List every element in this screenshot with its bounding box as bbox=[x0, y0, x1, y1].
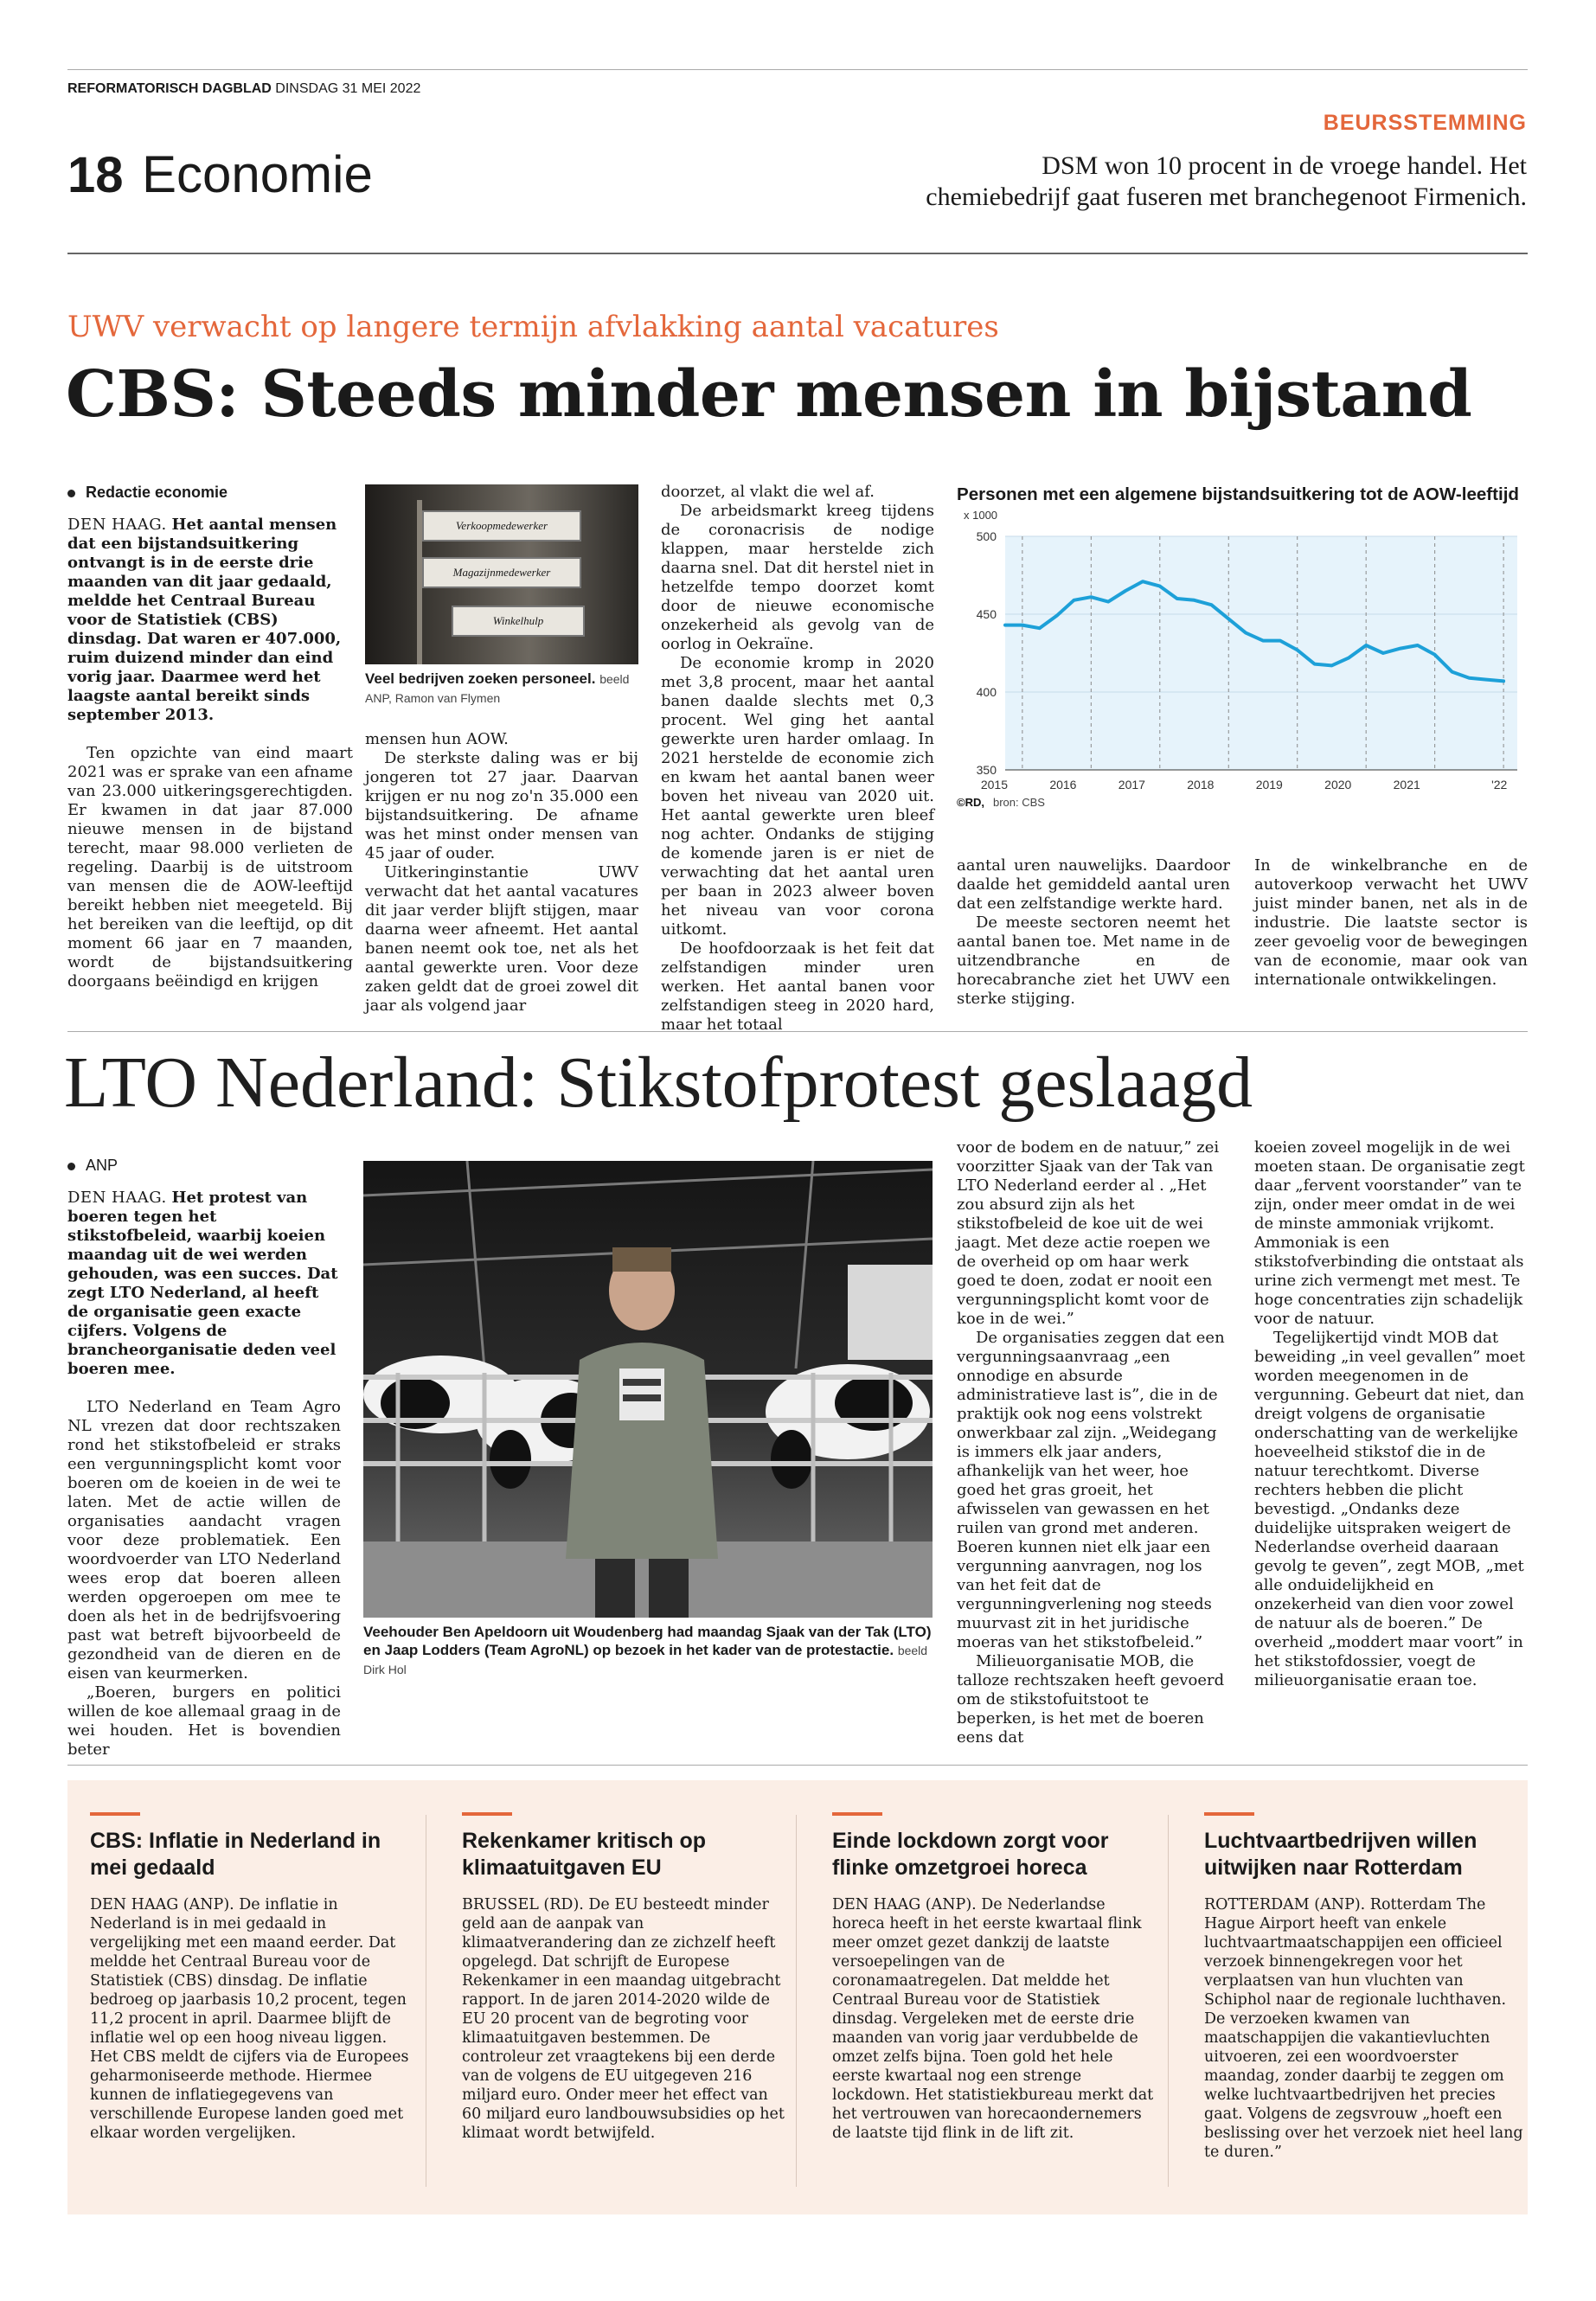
sign-winkelhulp: Winkelhulp bbox=[452, 606, 585, 637]
brief-luchtvaart bbox=[1204, 1812, 1529, 2162]
article1-byline-text: Redactie economie bbox=[86, 484, 228, 501]
article2-col3-p3: Milieuorganisatie MOB, die talloze rechtszaken heeft gevoerd om de stikstofuitstoot te beperken, is het met de boeren eens dat bbox=[957, 1652, 1225, 1747]
chart-data-point bbox=[1313, 663, 1316, 665]
page-number: 18 bbox=[67, 147, 124, 203]
paper-name: REFORMATORISCH DAGBLAD bbox=[67, 81, 272, 96]
chart-data-point bbox=[1416, 644, 1419, 647]
brief-text: BRUSSEL (RD). De EU besteedt minder geld aan de aanpak van klimaatverandering dan ze zichzelf heeft opgelegd. Dat schrijft de Europese Rekenkamer in een maandag uitgebracht rapport. In de jaren 2014-2020 wilde de EU 20 procent van de begroting voor klimaatuitgaven bestemmen. De controleur zet vraagtekens bij een derde van de volgens de EU uitgegeven 216 miljard euro. Onder meer het effect van 60 miljard euro landbouwsubsidies op het klimaat wordt betwijfeld. bbox=[462, 1896, 785, 2142]
farmer-photo-svg bbox=[363, 1161, 933, 1618]
chart-x-tick-label: 2019 bbox=[1255, 778, 1283, 792]
bullet-dot bbox=[67, 1163, 75, 1170]
chart-data-point bbox=[1055, 614, 1058, 617]
chart-data-point bbox=[1433, 653, 1436, 656]
article2-photo-caption bbox=[363, 1623, 934, 1679]
article2-dateline: DEN HAAG. bbox=[67, 1189, 167, 1207]
article2-column-4 bbox=[1254, 1138, 1528, 1690]
article1-dateline: DEN HAAG. bbox=[67, 516, 167, 534]
article2-column-3 bbox=[957, 1138, 1230, 1747]
sign-verkoopmedewerker: Verkoopmedewerker bbox=[422, 510, 581, 542]
article1-col3-p2: De arbeidsmarkt kreeg tijdens de coronacrisis de nodige klappen, maar herstelde zich daarna snel. Dat dit herstel niet in hetzelfde tempo doorzet komt door de nieuwe economische onzekerheid als gevolg van de oorlog in Oekraïne. bbox=[661, 502, 934, 653]
chart-data-point bbox=[1296, 649, 1298, 651]
masthead-line bbox=[67, 81, 420, 97]
chart-source: bron: CBS bbox=[993, 796, 1045, 809]
chart-title: Personen met een algemene bijstandsuitkering tot de AOW-leeftijd bbox=[957, 484, 1519, 504]
chart-data-point bbox=[1468, 676, 1471, 679]
article1-col2-p2: De sterkste daling was er bij jongeren tot 27 jaar. Daarvan krijgen er nu nog zo'n 35.000 een bijstandsuitkering. De afname was het minst onder mensen van 45 jaar of ouder. bbox=[365, 749, 638, 862]
article1-column-2 bbox=[365, 730, 638, 1016]
article1-col3-p4: De hoofdoorzaak is het feit dat zelfstandigen minder uren werken. Het aantal banen voor zelfstandigen steeg in 2020 hard, maar het totaal bbox=[661, 939, 934, 1034]
article2-col3-p1: voor de bodem en de natuur,” zei voorzitter Sjaak van der Tak van LTO Nederland eerder al . „Het zou absurd zijn als het stikstofbeleid de koe uit de wei jaagt. Met deze actie roepen we de overheid op om haar werk goed te doen, zodat er nooit een vergunningsplicht komt voor de koe in de wei.” bbox=[957, 1138, 1220, 1328]
article1-column-1 bbox=[67, 483, 353, 991]
article1-col4-p2: De meeste sectoren neemt het aantal banen toe. Met name in de uitzendbranche en de horecabranche ziet het UWV een sterke stijging. bbox=[957, 913, 1230, 1008]
chart-data-point bbox=[1485, 678, 1488, 681]
brief-title: Luchtvaartbedrijven willen uitwijken naar Rotterdam bbox=[1204, 1829, 1477, 1880]
article-separator bbox=[67, 1031, 1528, 1032]
chart-x-tick-label: '22 bbox=[1491, 778, 1508, 792]
section-title: Economie bbox=[142, 145, 373, 203]
top-rule bbox=[67, 69, 1528, 70]
chart-x-tick-label: 2017 bbox=[1118, 778, 1145, 792]
article1-headline: CBS: Steeds minder mensen in bijstand bbox=[66, 357, 1472, 432]
brief-accent-bar bbox=[832, 1812, 882, 1816]
chart-y-tick-label: 350 bbox=[976, 763, 997, 777]
article2-col4-p2: Tegelijkertijd vindt MOB dat beweiding „in veel gevallen” moet worden meegenomen in de vergunning. Gebeurt dat niet, dan dreigt volgens de organisatie onderschatting van de werkelijke hoeveelheid stikstof die in de natuur terechtkomt. Diverse rechters hebben die plicht bevestigd. „Ondanks deze duidelijke uitspraken weigert de Nederlandse overheid daaraan gevolg te geven”, zegt MOB, „met alle onduidelijkheid en onzekerheid van dien voor zowel de natuur als de boeren.” De overheid „moddert maar voort” in het stikstofdossier, voegt de milieuorganisatie eraan toe. bbox=[1254, 1329, 1526, 1689]
chart-data-point bbox=[1503, 680, 1505, 683]
article1-column-5 bbox=[1254, 856, 1528, 990]
article1-byline bbox=[67, 483, 353, 502]
article2-col1-p2: LTO Nederland en Team Agro NL vrezen dat door rechtszaken rond het stikstofbeleid er straks een vergunningsplicht komt voor boeren om de koeien in de wei te laten. Met de actie willen de organisaties aandacht vragen voor deze problematiek. Een woordvoerder van LTO Nederland wees erop dat boeren alleen werden opgeroepen om mee te doen als het in de bedrijfsvoering past wat betreft bijvoorbeeld de gezondheid van de dieren en de eisen van keurmerken. bbox=[67, 1398, 341, 1682]
chart-data-point bbox=[1073, 599, 1075, 601]
article1-column-4 bbox=[957, 856, 1230, 1009]
chart-x-tick-label: 2018 bbox=[1187, 778, 1215, 792]
article1-col3-p3: De economie kromp in 2020 met 3,8 procent, maar het aantal banen daalde slechts met 0,3 procent. Wel ging het aantal gewerkte uren harder omlaag. In 2021 herstelde de economie zich en kwam het aantal banen weer boven het niveau van 2020 uit. Het aantal gewerkte uren bleef nog achter. Ondanks de stijging de komende jaren is er niet de verwachting dat het aantal uren per baan in 2023 alweer boven het niveau van voor corona uitkomt. bbox=[661, 654, 934, 939]
chart-data-point bbox=[1158, 585, 1161, 587]
article1-col2-p1: mensen hun AOW. bbox=[365, 730, 509, 748]
chart-data-point bbox=[1004, 624, 1007, 626]
chart-x-tick-label: 2020 bbox=[1324, 778, 1352, 792]
brief-text: DEN HAAG (ANP). De inflatie in Nederland is in mei gedaald in vergelijking met een maand eerder. Dat meldde het Centraal Bureau voor de Statistiek (CBS) dinsdag. De inflatie bedroeg op jaarbasis 10,2 procent, tegen 11,2 procent in april. Daarmee blijft de inflatie wel op een hoog niveau liggen. Het CBS meldt de cijfers via de Europees geharmoniseerde methode. Hiermee kunnen de inflatiegegevens van verschillende Europese landen goed met elkaar worden vergelijken. bbox=[90, 1896, 409, 2142]
article2-byline-text: ANP bbox=[86, 1157, 119, 1174]
chart-data-point bbox=[1210, 604, 1213, 606]
chart-data-point bbox=[1107, 600, 1110, 603]
article2-column-1 bbox=[67, 1156, 341, 1759]
chart-data-point bbox=[1365, 644, 1368, 647]
article2-photo bbox=[363, 1161, 933, 1618]
brief-title: CBS: Inflatie in Nederland in mei gedaald bbox=[90, 1829, 381, 1880]
article2-col4-p1: koeien zoveel mogelijk in de wei moeten staan. De organisatie zegt daar „fervent voorstander” van te zijn, onder meer omdat in de wei de minste ammoniak vrijkomt. Ammoniak is een stikstofverbinding die ontstaat als urine zich vermengt met mest. Te hoge concentraties zijn schadelijk voor de natuur. bbox=[1254, 1138, 1525, 1328]
chart-data-point bbox=[1090, 596, 1093, 599]
sign-magazijnmedewerker: Magazijnmedewerker bbox=[422, 557, 581, 588]
briefs-divider-2 bbox=[796, 1815, 797, 2187]
chart-data-point bbox=[1176, 598, 1178, 600]
masthead-bottom-rule bbox=[67, 253, 1528, 254]
chart-data-point bbox=[1038, 627, 1041, 630]
chart-data-point bbox=[1125, 590, 1127, 593]
article1-col4-p1: aantal uren nauwelijks. Daardoor daalde het gemiddeld aantal uren dat een zelfstandige werkte hard. bbox=[957, 856, 1230, 913]
chart-data-point bbox=[1262, 639, 1265, 642]
article1-photo bbox=[365, 484, 638, 664]
article1-lead: Het aantal mensen dat een bijstandsuitkering ontvangt is in de eerste drie maanden van dit jaar gedaald, meldde het Centraal Bureau voor de Statistiek (CBS) dinsdag. Dat waren er 407.000, ruim duizend minder dan eind vorig jaar. Daarmee werd het laagste aantal bereikt sinds september 2013. bbox=[67, 516, 342, 724]
chart-plot-area bbox=[1005, 536, 1517, 770]
brief-text: DEN HAAG (ANP). De Nederlandse horeca heeft in het eerste kwartaal flink meer omzet gezet dankzij de laatste versoepelingen van de coronamaatregelen. Dat meldde het Centraal Bureau voor de Statistiek dinsdag. Vergeleken met de eerste drie maanden van vorig jaar verdubbelde de omzet zelfs bijna. Toen gold het hele eerste kwartaal nog een strenge lockdown. Het statistiekbureau merkt dat het vertrouwen van horecaondernemers de laatste tijd flink in de lift zit. bbox=[832, 1896, 1154, 2142]
brief-inflatie bbox=[90, 1812, 414, 2143]
brief-title: Rekenkamer kritisch op klimaatuitgaven EU bbox=[462, 1829, 707, 1880]
article1-photo-caption bbox=[365, 670, 638, 708]
article2-caption-text: Veehouder Ben Apeldoorn uit Woudenberg had maandag Sjaak van der Tak (LTO) en Jaap Lodders (Team AgroNL) op bezoek in het kader van de protestactie. bbox=[363, 1624, 932, 1658]
chart-y-unit: x 1000 bbox=[964, 509, 998, 522]
article1-col2-p3: Uitkeringinstantie UWV verwacht dat het aantal vacatures dit jaar verder blijft stijgen, maar daarna weer afneemt. Het aantal banen neemt ook toe, net als het aantal gewerkte uren. Voor deze zaken geldt dat de groei zowel dit jaar als volgend jaar bbox=[365, 863, 638, 1015]
bijstand-chart bbox=[957, 483, 1528, 829]
article1-kicker: UWV verwacht op langere termijn afvlakking aantal vacatures bbox=[67, 310, 999, 344]
article1-lead-paragraph bbox=[67, 516, 353, 725]
chart-data-point bbox=[1382, 652, 1385, 655]
briefs-separator bbox=[67, 1765, 1528, 1766]
article1-col5-p1: In de winkelbranche en de autoverkoop verwacht het UWV juist minder banen, net als in de industrie. Die laatste sector is zeer gevoelig voor de bewegingen van de economie, maar ook van internationale ontwikkelingen. bbox=[1254, 856, 1528, 989]
beursstemming-line-1: DSM won 10 procent in de vroege handel. Het bbox=[1042, 151, 1527, 180]
brief-title: Einde lockdown zorgt voor flinke omzetgroei horeca bbox=[832, 1829, 1109, 1880]
chart-data-point bbox=[1279, 639, 1281, 642]
chart-data-point bbox=[1141, 580, 1144, 583]
article2-headline: LTO Nederland: Stikstofprotest geslaagd bbox=[64, 1042, 1253, 1123]
article1-col1-body: Ten opzichte van eind maart 2021 was er sprake van een afname van 23.000 uitkeringsgerechtigden. Er kwamen in dat jaar 87.000 nieuwe mensen in de bijstand terecht, maar 98.000 verlieten de regeling. Daarbij is de uitstroom van mensen die de AOW-leeftijd bereikt hebben niet meegeteld. Bij het bereiken van die leeftijd, op dit moment 66 jaar en 7 maanden, wordt de bijstandsuitkering doorgaans beëindigd en krijgen bbox=[67, 744, 353, 990]
article1-caption-text: Veel bedrijven zoeken personeel. bbox=[365, 670, 596, 687]
chart-data-point bbox=[1399, 647, 1401, 650]
chart-y-tick-label: 500 bbox=[976, 529, 997, 543]
chart-x-tick-label: 2016 bbox=[1049, 778, 1077, 792]
article2-col3-p2: De organisaties zeggen dat een vergunningsaanvraag „een onnodige en absurde administratieve last is”, die in de praktijk ook nog eens volstrekt onwerkbaar zal zijn. „Weidegang is immers elk jaar anders, afhankelijk van het weer, hoe goed het gras groeit, het afwisselen van gewassen en het ruilen van grond met anderen. Boeren kunnen niet elk jaar een vergunning aanvragen, nog los van het feit dat de vergunningverlening nog steeds muurvast zit in het juridische moeras van het stikstofbeleid.” bbox=[957, 1329, 1225, 1651]
article2-photo-credit: beeld Dirk Hol bbox=[363, 1644, 928, 1676]
chart-y-tick-label: 400 bbox=[976, 685, 997, 699]
bullet-dot bbox=[67, 490, 75, 497]
article2-col1-p3: „Boeren, burgers en politici willen de koe allemaal graag in de wei houden. Het is bovendien beter bbox=[67, 1683, 341, 1759]
chart-data-point bbox=[1330, 664, 1333, 667]
article1-col3-p1: doorzet, al vlakt die wel af. bbox=[661, 483, 875, 501]
chart-x-tick-label: 2015 bbox=[980, 778, 1009, 792]
chart-source-brand: ©RD, bbox=[957, 796, 984, 809]
brief-text: ROTTERDAM (ANP). Rotterdam The Hague Airport heeft van enkele luchtvaartmaatschappijen een officieel verzoek binnengekregen voor het verplaatsen van hun vluchten van Schiphol naar de regionale luchthaven. De verzoeken kwamen van maatschappijen die vakantievluchten uitvoeren, zei een woordvoerster maandag, zonder daarbij te zeggen om welke luchtvaartbedrijven het precies gaat. Volgens de zegsvrouw „hoeft een beslissing over het verzoek niet heel lang te duren.” bbox=[1204, 1896, 1523, 2161]
chart-data-point bbox=[1348, 657, 1350, 659]
paper-date: DINSDAG 31 MEI 2022 bbox=[275, 81, 421, 96]
chart-data-point bbox=[1451, 670, 1453, 673]
chart-data-point bbox=[1227, 618, 1230, 620]
beursstemming-line-2: chemiebedrijf gaat fuseren met branchegenoot Firmenich. bbox=[926, 183, 1527, 211]
article2-lead-paragraph bbox=[67, 1189, 341, 1379]
chart-x-tick-label: 2021 bbox=[1393, 778, 1420, 792]
brief-rekenkamer bbox=[462, 1812, 786, 2143]
beursstemming-label: BEURSSTEMMING bbox=[1323, 111, 1527, 135]
chart-data-point bbox=[1193, 599, 1195, 601]
article2-lead: Het protest van boeren tegen het stikstofbeleid, waarbij koeien maandag uit de wei werden gehouden, was een succes. Dat zegt LTO Nederland, al heeft de organisatie geen exacte cijfers. Volgens de brancheorganisatie deden veel boeren mee. bbox=[67, 1189, 338, 1378]
brief-accent-bar bbox=[90, 1812, 140, 1816]
chart-svg bbox=[957, 483, 1528, 829]
article1-column-3 bbox=[661, 483, 934, 1035]
article2-byline bbox=[67, 1156, 341, 1175]
brief-accent-bar bbox=[462, 1812, 512, 1816]
chart-y-tick-label: 450 bbox=[976, 607, 997, 621]
beursstemming-text bbox=[748, 151, 1527, 213]
briefs-divider-3 bbox=[1168, 1815, 1169, 2187]
chart-data-point bbox=[1245, 631, 1247, 634]
chart-data-point bbox=[1021, 624, 1023, 626]
brief-horeca bbox=[832, 1812, 1157, 2143]
brief-accent-bar bbox=[1204, 1812, 1254, 1816]
article1-photo-credit: beeld ANP, Ramon van Flymen bbox=[365, 672, 630, 705]
